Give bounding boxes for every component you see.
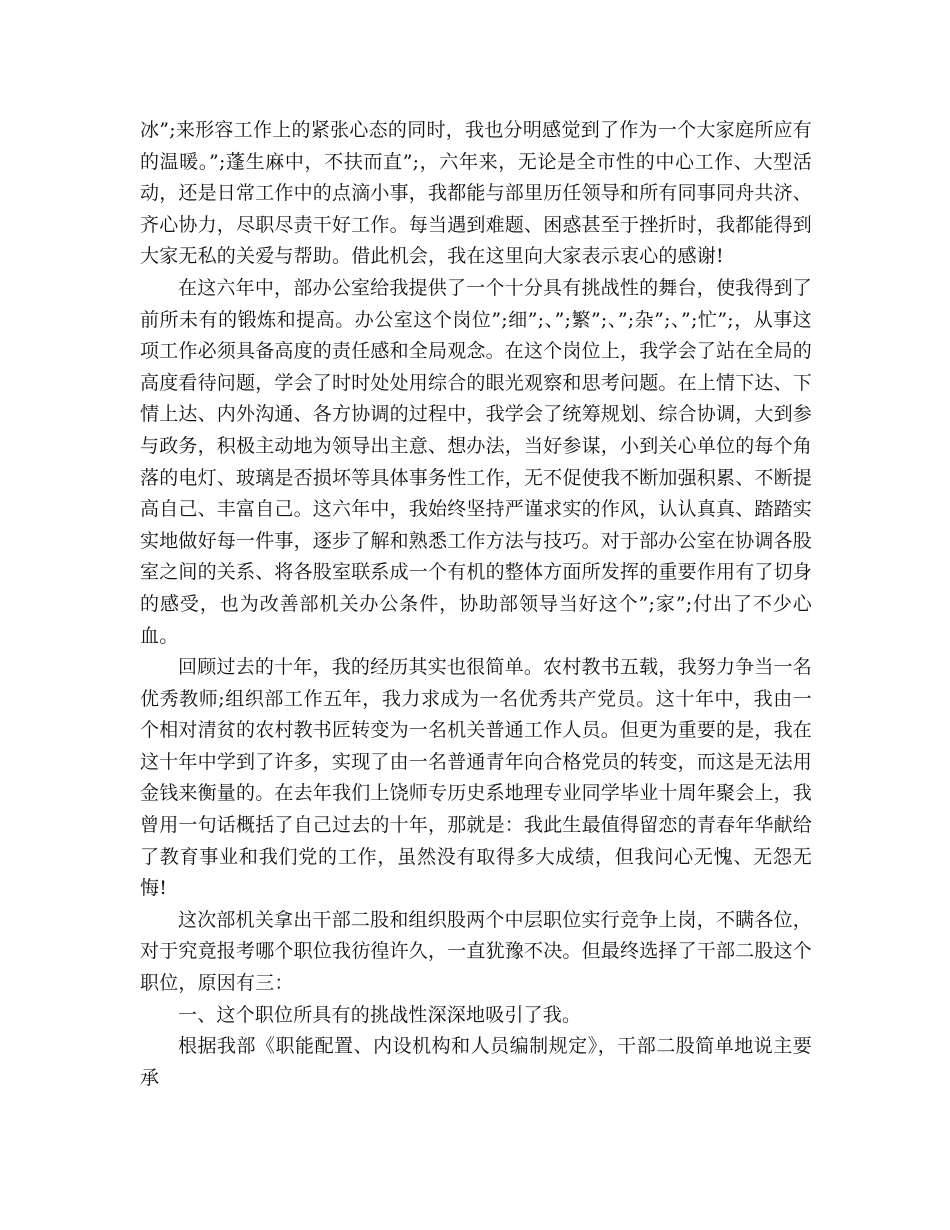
paragraph-3: 回顾过去的十年，我的经历其实也很简单。农村教书五载，我努力争当一名优秀教师;组织部工作五年，我力求成为一名优秀共产党员。这十年中，我由一个相对清贫的农村教书匠转变为一名机关普通工作人员。但更为重要的是，我在这十年中学到了许多，实现了由一名普通青年向合格党员的转变，而这是无法用金钱来衡量的。在去年我们上饶师专历史系地理专业同学毕业十周年聚会上，我曾用一句话概括了自己过去的十年，那就是：我此生最值得留恋的青春年华献给了教育事业和我们党的工作，虽然没有取得多大成绩，但我问心无愧、无怨无悔!: [140, 656, 813, 900]
paragraph-4: 这次部机关拿出干部二股和组织股两个中层职位实行竞争上岗，不瞒各位，对于究竟报考哪个职位我彷徨许久，一直犹豫不决。但最终选择了干部二股这个职位，原因有三：: [140, 908, 813, 995]
document-page: [140, 115, 812, 1094]
paragraph-5: 一、这个职位所具有的挑战性深深地吸引了我。: [178, 1003, 582, 1026]
paragraph-6: 根据我部《职能配置、内设机构和人员编制规定》，干部二股简单地说主要承: [140, 1035, 812, 1089]
paragraph-2: 在这六年中，部办公室给我提供了一个十分具有挑战性的舞台，使我得到了前所未有的锻炼和提高。办公室这个岗位”;细”;、”;繁”;、”;杂”;、”;忙”;，从事这项工作必须具备高度的责任感和全局观念。在这个岗位上，我学会了站在全局的高度看待问题，学会了时时处处用综合的眼光观察和思考问题。在上情下达、下情上达、内外沟通、各方协调的过程中，我学会了统筹规划、综合协调，大到参与政务，积极主动地为领导出主意、想办法，当好参谋，小到关心单位的每个角落的电灯、玻璃是否损坏等具体事务性工作，无不促使我不断加强积累、不断提高自己、丰富自己。这六年中，我始终坚持严谨求实的作风，认认真真、踏踏实实地做好每一件事，逐步了解和熟悉工作方法与技巧。对于部办公室在协调各股室之间的关系、将各股室联系成一个有机的整体方面所发挥的重要作用有了切身的感受，也为改善部机关办公条件，协助部领导当好这个”;家”;付出了不少心血。: [140, 276, 813, 647]
paragraph-1: 冰”;来形容工作上的紧张心态的同时，我也分明感觉到了作为一个大家庭所应有的温暖。”;蓬生麻中，不扶而直”;，六年来，无论是全市性的中心工作、大型活动，还是日常工作中的点滴小事，我都能与部里历任领导和所有同事同舟共济、齐心协力，尽职尽责干好工作。每当遇到难题、困惑甚至于挫折时，我都能得到大家无私的关爱与帮助。借此机会，我在这里向大家表示衷心的感谢!: [140, 119, 813, 268]
